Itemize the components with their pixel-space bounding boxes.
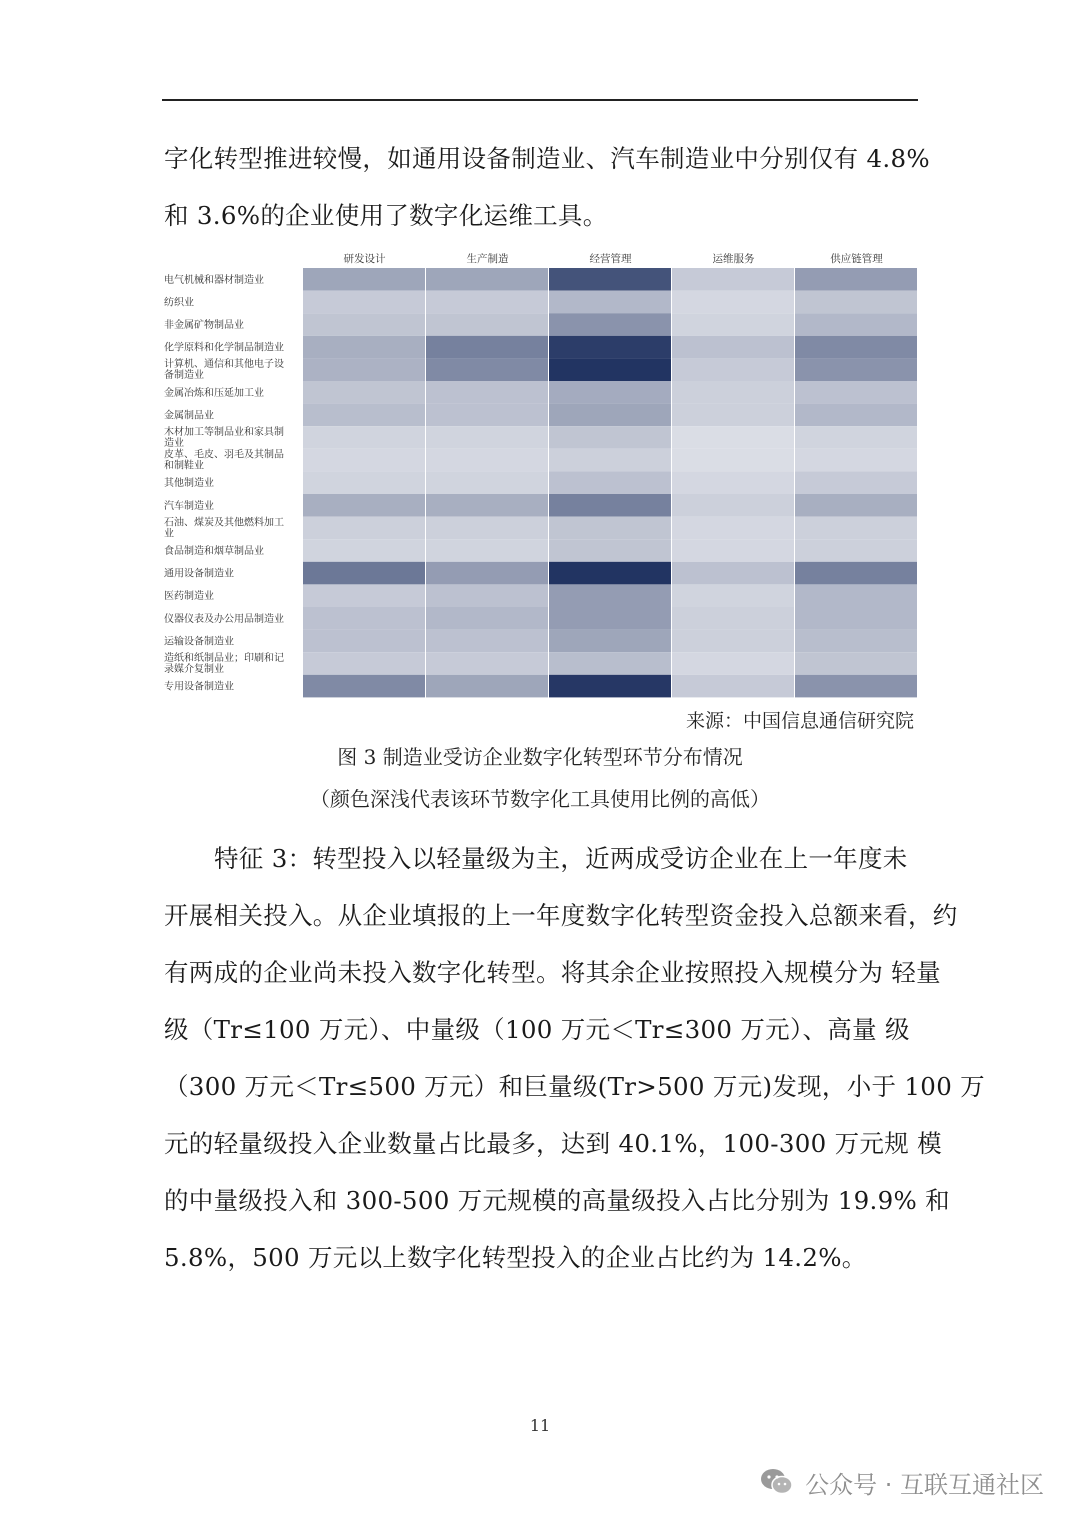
- heatmap-cell: [549, 675, 671, 698]
- heatmap-cell: [672, 607, 794, 630]
- heatmap-cell: [795, 404, 917, 427]
- heatmap-cell: [672, 381, 794, 404]
- figure-caption: 图 3 制造业受访企业数字化转型环节分布情况: [337, 745, 743, 769]
- heatmap-cell: [426, 607, 548, 630]
- heatmap-cell: [426, 652, 548, 675]
- heatmap-cell: [795, 358, 917, 381]
- row-label: 造业: [164, 438, 184, 449]
- heatmap-cell: [549, 562, 671, 585]
- heatmap-cell: [795, 539, 917, 562]
- row-label: 石油、煤炭及其他燃料加工: [164, 517, 284, 529]
- heatmap-cell: [795, 652, 917, 675]
- row-label: 和制鞋业: [164, 460, 204, 472]
- heatmap-cell: [672, 562, 794, 585]
- row-label: 化学原料和化学制品制造业: [164, 342, 284, 354]
- heatmap-cell: [549, 584, 671, 607]
- heatmap-cell: [795, 675, 917, 698]
- paragraph-2: [164, 830, 985, 1286]
- row-label: 录媒介复制业: [164, 664, 224, 675]
- heatmap-cell: [672, 630, 794, 653]
- heatmap-cell: [549, 494, 671, 517]
- row-label: 金属冶炼和压延加工业: [164, 387, 264, 399]
- column-label: 研发设计: [343, 253, 386, 265]
- heatmap-chart: [160, 240, 922, 702]
- header-rule: [162, 99, 918, 101]
- paragraph-2-line: 元的轻量级投入企业数量占比最多，达到 40.1%，100-300 万元规 模: [164, 1129, 942, 1158]
- paragraph-1: [164, 130, 930, 244]
- heatmap-cell: [549, 313, 671, 336]
- heatmap-cell: [672, 652, 794, 675]
- heatmap-cell: [549, 404, 671, 427]
- column-label: 供应链管理: [830, 253, 883, 265]
- heatmap-cell: [426, 426, 548, 449]
- heatmap-cell: [549, 336, 671, 359]
- heatmap-cell: [549, 291, 671, 314]
- heatmap-cell: [672, 584, 794, 607]
- heatmap-cell: [303, 291, 425, 314]
- column-label: 经营管理: [589, 253, 632, 265]
- heatmap-cell: [549, 471, 671, 494]
- heatmap-cell: [672, 404, 794, 427]
- heatmap-cell: [303, 313, 425, 336]
- heatmap-cell: [795, 268, 917, 291]
- heatmap-cell: [549, 652, 671, 675]
- heatmap-cell: [426, 358, 548, 381]
- heatmap-cell: [426, 471, 548, 494]
- heatmap-cell: [672, 268, 794, 291]
- paragraph-2-line: 级（Tr≤100 万元）、中量级（100 万元＜Tr≤300 万元）、高量 级: [164, 1015, 910, 1044]
- heatmap-cell: [795, 630, 917, 653]
- row-label: 通用设备制造业: [164, 568, 234, 580]
- row-label: 医药制造业: [164, 591, 214, 603]
- heatmap-cell: [303, 494, 425, 517]
- column-label: 生产制造: [466, 253, 509, 265]
- heatmap-cell: [549, 358, 671, 381]
- heatmap-cell: [795, 584, 917, 607]
- heatmap-cell: [795, 381, 917, 404]
- heatmap-cell: [303, 584, 425, 607]
- row-label: 计算机、通信和其他电子设: [164, 359, 284, 371]
- row-label: 造纸和纸制品业；印刷和记: [164, 653, 284, 664]
- paragraph-2-line: 特征 3：转型投入以轻量级为主，近两成受访企业在上一年度未: [214, 844, 908, 873]
- heatmap-cell: [795, 449, 917, 472]
- column-label: 运维服务: [712, 253, 755, 265]
- paragraph-2-line: 5.8%，500 万元以上数字化转型投入的企业占比约为 14.2%。: [164, 1243, 867, 1272]
- heatmap-cell: [426, 494, 548, 517]
- row-label: 其他制造业: [164, 478, 214, 490]
- heatmap-cell: [426, 268, 548, 291]
- heatmap-cell: [549, 630, 671, 653]
- heatmap-cell: [303, 607, 425, 630]
- paragraph-2-line: 开展相关投入。从企业填报的上一年度数字化转型资金投入总额来看，约: [164, 901, 958, 930]
- row-label: 仪器仪表及办公用品制造业: [164, 613, 284, 625]
- watermark-text: 公众号 · 互联互通社区: [805, 1470, 1044, 1499]
- heatmap-cell: [303, 652, 425, 675]
- heatmap-cell: [672, 539, 794, 562]
- paragraph-2-line: 的中量级投入和 300-500 万元规模的高量级投入占比分别为 19.9% 和: [164, 1186, 950, 1215]
- heatmap-cell: [549, 381, 671, 404]
- heatmap-cell: [426, 630, 548, 653]
- paragraph-1-line: 字化转型推进较慢，如通用设备制造业、汽车制造业中分别仅有 4.8%: [164, 144, 930, 173]
- row-label: 非金属矿物制品业: [164, 320, 244, 331]
- heatmap-cell: [303, 336, 425, 359]
- heatmap-cell: [426, 539, 548, 562]
- heatmap-cell: [672, 291, 794, 314]
- heatmap-cell: [795, 313, 917, 336]
- heatmap-cell: [672, 675, 794, 698]
- row-label: 纺织业: [164, 297, 194, 309]
- figure-caption-note: （颜色深浅代表该环节数字化工具使用比例的高低）: [310, 787, 770, 811]
- row-label: 皮革、毛皮、羽毛及其制品: [164, 449, 284, 461]
- heatmap-cell: [426, 404, 548, 427]
- watermark: [759, 1462, 1044, 1502]
- page-number: 11: [529, 1416, 551, 1435]
- heatmap-cell: [303, 471, 425, 494]
- heatmap-cell: [303, 539, 425, 562]
- heatmap-cell: [672, 449, 794, 472]
- paragraph-1-line: 和 3.6%的企业使用了数字化运维工具。: [164, 201, 608, 230]
- heatmap-cell: [549, 607, 671, 630]
- heatmap-cell: [303, 449, 425, 472]
- heatmap-cell: [303, 426, 425, 449]
- heatmap-cell: [549, 517, 671, 540]
- heatmap-cell: [549, 449, 671, 472]
- row-label: 金属制品业: [164, 410, 214, 422]
- heatmap-cell: [303, 358, 425, 381]
- heatmap-cell: [549, 268, 671, 291]
- heatmap-cell: [549, 426, 671, 449]
- heatmap-cell: [303, 517, 425, 540]
- heatmap-cell: [795, 471, 917, 494]
- heatmap-cell: [795, 517, 917, 540]
- heatmap-cell: [672, 517, 794, 540]
- row-label: 食品制造和烟草制品业: [164, 546, 264, 557]
- heatmap-cell: [303, 268, 425, 291]
- heatmap-cell: [672, 471, 794, 494]
- heatmap-cell: [795, 562, 917, 585]
- heatmap-cell: [672, 426, 794, 449]
- heatmap-cell: [303, 675, 425, 698]
- heatmap-cell: [303, 630, 425, 653]
- row-label: 汽车制造业: [164, 500, 214, 512]
- figure-source: 来源：中国信息通信研究院: [685, 710, 914, 732]
- heatmap-cell: [426, 675, 548, 698]
- paragraph-2-line: （300 万元＜Tr≤500 万元）和巨量级(Tr>500 万元)发现，小于 100 万: [164, 1072, 985, 1101]
- row-label: 木材加工等制品业和家具制: [164, 427, 284, 438]
- heatmap-cell: [426, 584, 548, 607]
- heatmap-cell: [795, 426, 917, 449]
- heatmap-cell: [672, 494, 794, 517]
- wechat-icon: [759, 1467, 795, 1497]
- row-label: 业: [164, 528, 174, 540]
- heatmap-cell: [672, 358, 794, 381]
- heatmap-cell: [426, 562, 548, 585]
- heatmap-cell: [426, 336, 548, 359]
- heatmap-cell: [426, 291, 548, 314]
- heatmap-cell: [426, 449, 548, 472]
- heatmap-cell: [672, 313, 794, 336]
- heatmap-cell: [303, 562, 425, 585]
- heatmap-cell: [426, 381, 548, 404]
- heatmap-cell: [303, 381, 425, 404]
- heatmap-cell: [795, 336, 917, 359]
- row-label: 运输设备制造业: [164, 636, 234, 648]
- row-label: 备制造业: [164, 370, 204, 382]
- heatmap-cell: [672, 336, 794, 359]
- heatmap-cell: [795, 607, 917, 630]
- heatmap-cell: [795, 494, 917, 517]
- heatmap-cell: [426, 313, 548, 336]
- heatmap-cell: [303, 404, 425, 427]
- paragraph-2-line: 有两成的企业尚未投入数字化转型。将其余企业按照投入规模分为 轻量: [164, 958, 941, 987]
- heatmap-cell: [795, 291, 917, 314]
- heatmap-cell: [426, 517, 548, 540]
- heatmap-cell: [549, 539, 671, 562]
- row-label: 专用设备制造业: [164, 681, 234, 693]
- row-label: 电气机械和器材制造业: [164, 274, 264, 286]
